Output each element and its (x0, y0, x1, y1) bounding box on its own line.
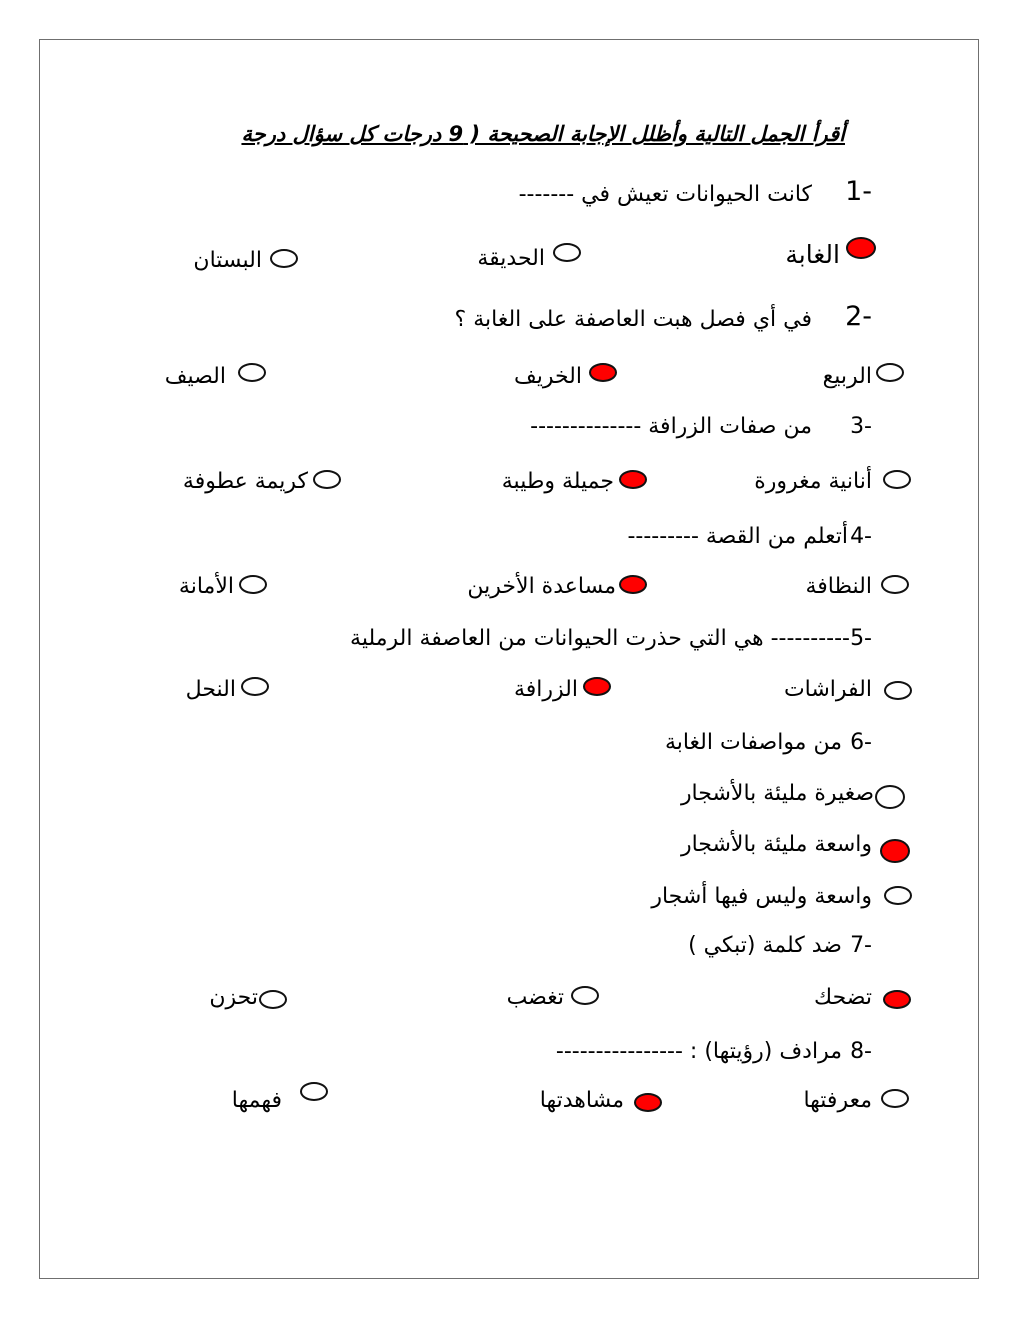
question-3-text: من صفات الزرافة -------------- (530, 414, 812, 439)
question-7-text: ضد كلمة (تبكي ) (688, 933, 842, 958)
q5-option-1-label: الفراشات (783, 677, 872, 702)
q8-option-3-bubble[interactable] (300, 1082, 328, 1101)
q7-option-3-label: تحزن (209, 985, 258, 1010)
q2-option-1-label: الربيع (822, 364, 872, 389)
q6-option-3-bubble[interactable] (884, 886, 912, 905)
q3-option-2-label: جميلة وطيبة (501, 469, 614, 494)
q4-option-2-label: مساعدة الأخرين (467, 574, 616, 599)
q2-option-3-bubble[interactable] (238, 363, 266, 382)
question-4-text: أتعلم من القصة --------- (627, 524, 848, 549)
q5-option-3-bubble[interactable] (241, 677, 269, 696)
worksheet-title: أقرأ الجمل التالية وأظلل الإجابة الصحيحة ( 9 درجات كل سؤال درجة (241, 122, 845, 146)
q4-option-1-bubble[interactable] (881, 575, 909, 594)
q8-option-3-label: فهمها (231, 1088, 282, 1113)
q7-option-2-label: تغضب (506, 985, 564, 1010)
question-4-number: 4- (850, 524, 872, 549)
q6-option-2-label: واسعة مليئة بالأشجار (680, 832, 872, 857)
question-6-text: من مواصفات الغابة (664, 730, 842, 755)
q1-option-1-bubble[interactable] (846, 237, 876, 259)
q8-option-2-label: مشاهدتها (539, 1088, 624, 1113)
q8-option-2-bubble[interactable] (634, 1093, 662, 1112)
q2-option-2-bubble[interactable] (589, 363, 617, 382)
q7-option-3-bubble[interactable] (259, 990, 287, 1009)
question-3-number: 3- (850, 414, 872, 439)
question-6-number: 6- (850, 730, 872, 755)
q8-option-1-bubble[interactable] (881, 1089, 909, 1108)
question-5-number: 5- (850, 626, 872, 651)
question-8-number: 8- (850, 1039, 872, 1064)
q2-option-1-bubble[interactable] (876, 363, 904, 382)
q5-option-2-bubble[interactable] (583, 677, 611, 696)
q8-option-1-label: معرفتها (803, 1088, 872, 1113)
q4-option-3-label: الأمانة (178, 574, 234, 599)
q4-option-1-label: النظافة (805, 574, 872, 599)
q1-option-2-label: الحديقة (477, 246, 545, 271)
q7-option-1-label: تضحك (814, 985, 872, 1010)
q3-option-3-bubble[interactable] (313, 470, 341, 489)
q1-option-2-bubble[interactable] (553, 243, 581, 262)
q3-option-1-label: أنانية مغرورة (754, 469, 872, 494)
q3-option-3-label: كريمة عطوفة (182, 469, 308, 494)
q6-option-1-label: صغيرة مليئة بالأشجار (680, 781, 874, 806)
question-1-number: 1- (845, 176, 872, 207)
question-5-text: ---------- هي التي حذرت الحيوانات من العاصفة الرملية (350, 626, 850, 651)
question-2-text: في أي فصل هبت العاصفة على الغابة ؟ (454, 307, 812, 332)
q2-option-3-label: الصيف (164, 364, 226, 389)
question-8-text: مرادف (رؤيتها) : ---------------- (555, 1039, 842, 1064)
q6-option-3-label: واسعة وليس فيها أشجار (651, 884, 872, 909)
q1-option-1-label: الغابة (785, 240, 840, 269)
q6-option-2-bubble[interactable] (880, 839, 910, 863)
q4-option-2-bubble[interactable] (619, 575, 647, 594)
q2-option-2-label: الخريف (513, 364, 582, 389)
q7-option-1-bubble[interactable] (883, 990, 911, 1009)
q1-option-3-label: البستان (193, 248, 262, 273)
question-2-number: 2- (845, 301, 872, 332)
q5-option-2-label: الزرافة (513, 677, 578, 702)
question-1-text: كانت الحيوانات تعيش في ------- (518, 182, 812, 207)
q3-option-2-bubble[interactable] (619, 470, 647, 489)
q5-option-3-label: النحل (185, 677, 236, 702)
q4-option-3-bubble[interactable] (239, 575, 267, 594)
q5-option-1-bubble[interactable] (884, 681, 912, 700)
question-7-number: 7- (850, 933, 872, 958)
q3-option-1-bubble[interactable] (883, 470, 911, 489)
q6-option-1-bubble[interactable] (875, 785, 905, 809)
q7-option-2-bubble[interactable] (571, 986, 599, 1005)
q1-option-3-bubble[interactable] (270, 249, 298, 268)
